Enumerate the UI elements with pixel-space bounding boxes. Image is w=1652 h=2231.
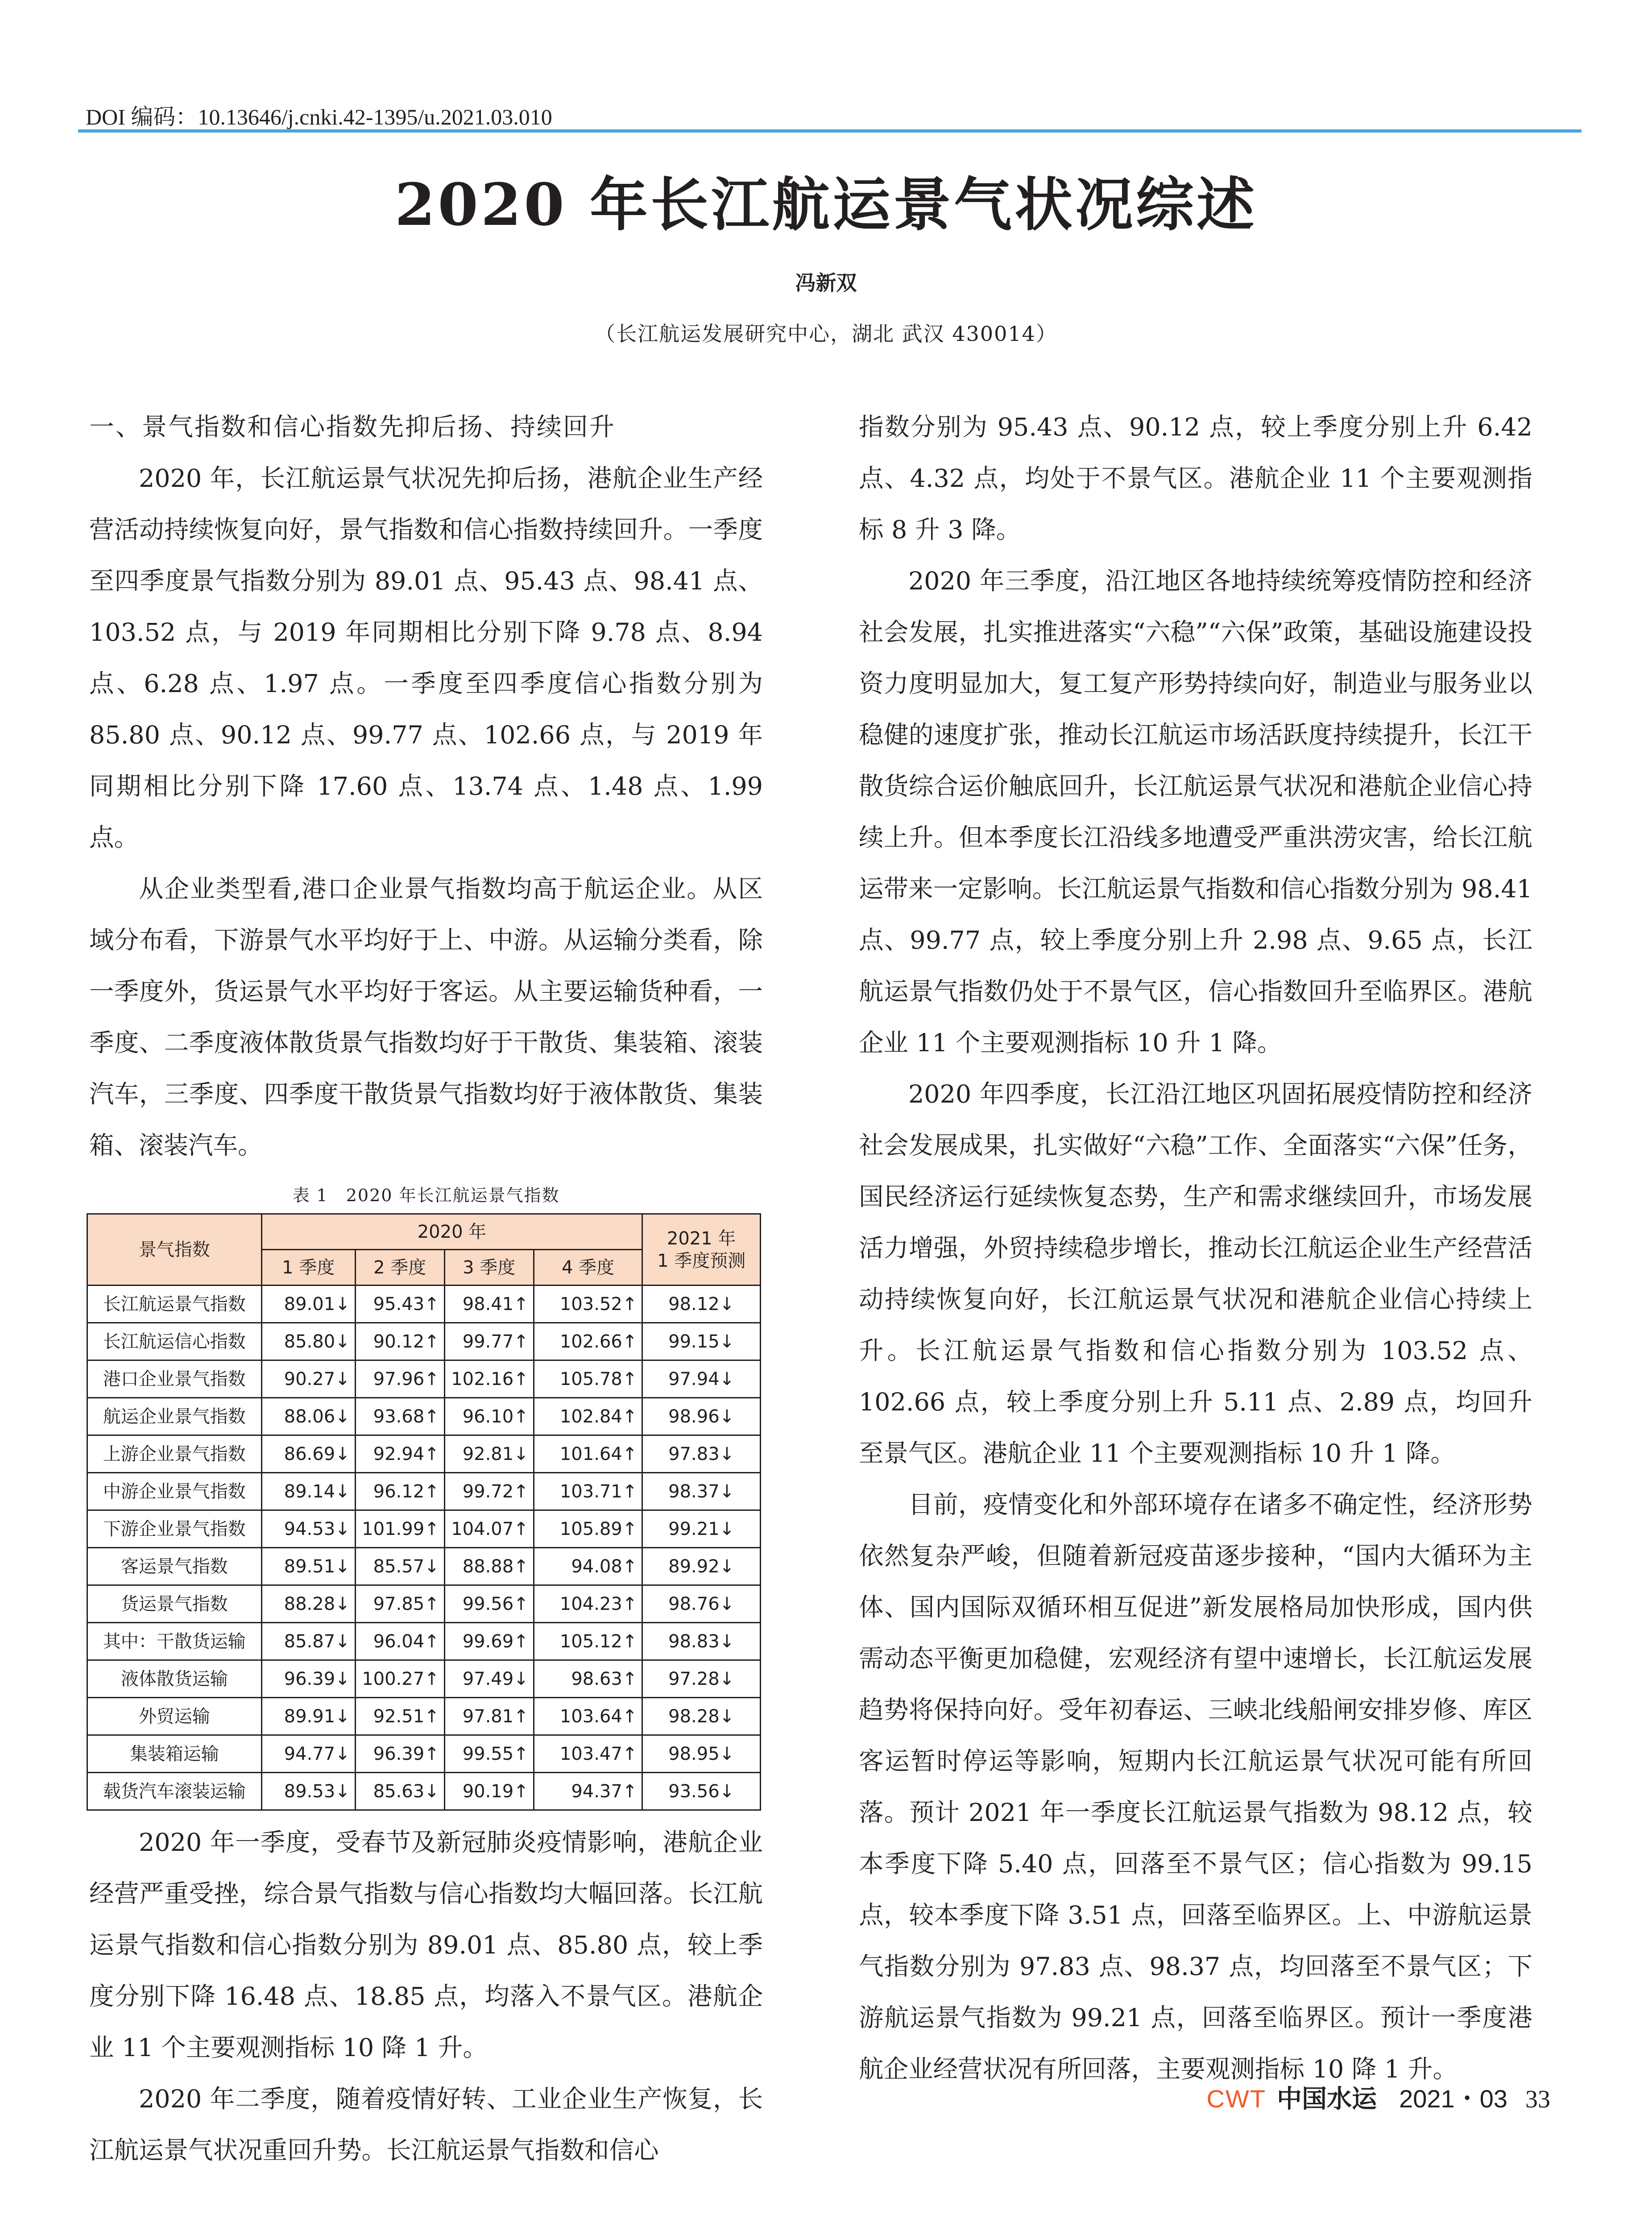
value-cell: 98.41↑ (444, 1286, 534, 1323)
value-cell: 99.56↑ (444, 1585, 534, 1623)
row-label: 其中：干散货运输 (87, 1623, 262, 1660)
value-cell: 89.91↓ (261, 1698, 355, 1735)
header-quarter: 2 季度 (355, 1250, 444, 1286)
value-cell: 94.37↑ (534, 1773, 642, 1810)
row-label: 货运景气指数 (87, 1585, 262, 1623)
value-cell: 85.63↓ (355, 1773, 444, 1810)
value-cell: 92.51↑ (355, 1698, 444, 1735)
paragraph-continuation: 指数分别为 95.43 点、90.12 点，较上季度分别上升 6.42 点、4.32 点，均处于不景气区。港航企业 11 个主要观测指标 8 升 3 降。 (859, 413, 1532, 544)
page-number: 33 (1525, 2086, 1550, 2113)
value-cell: 102.84↑ (534, 1398, 642, 1435)
paragraph: 2020 年四季度，长江沿江地区巩固拓展疫情防控和经济社会发展成果，扎实做好“六稳”工作、全面落实“六保”任务，国民经济运行延续恢复态势，生产和需求继续回升，市场发展活力增强，外贸持续稳步增长，推动长江航运企业生产经营活动持续恢复向好，长江航运景气状况和港航企业信心持续上升。长江航运景气指数和信心指数分别为 103.52 点、102.66 点，较上季度分别上升 5.11 点、2.89 点，均回升至景气区。港航企业 11 个主要观测指标 10 升 1 降。 (859, 1080, 1532, 1468)
header-rule (78, 129, 1582, 133)
page-footer (1207, 2079, 1550, 2115)
value-cell: 96.12↑ (355, 1473, 444, 1510)
table-row (87, 1473, 761, 1510)
issue-date: 2021・03 (1399, 2085, 1507, 2113)
affiliation: （长江航运发展研究中心，湖北 武汉 430014） (595, 322, 1057, 346)
value-cell: 93.68↑ (355, 1398, 444, 1435)
value-cell: 104.07↑ (444, 1510, 534, 1548)
value-cell: 90.27↓ (261, 1360, 355, 1398)
table-row (87, 1773, 761, 1810)
row-label: 载货汽车滚装运输 (87, 1773, 262, 1810)
header-quarter: 1 季度 (261, 1250, 355, 1286)
value-cell: 85.87↓ (261, 1623, 355, 1660)
forecast-cell: 93.56↓ (642, 1773, 761, 1810)
value-cell: 98.63↑ (534, 1660, 642, 1698)
journal-name: 中国水运 (1277, 2085, 1377, 2114)
value-cell: 97.49↓ (444, 1660, 534, 1698)
value-cell: 89.14↓ (261, 1473, 355, 1510)
forecast-cell: 98.76↓ (642, 1585, 761, 1623)
value-cell: 92.94↑ (355, 1435, 444, 1473)
index-table (87, 1213, 761, 1811)
forecast-cell: 98.95↓ (642, 1735, 761, 1773)
row-label: 中游企业景气指数 (87, 1473, 262, 1510)
header-quarter: 4 季度 (534, 1250, 642, 1286)
value-cell: 102.16↑ (444, 1360, 534, 1398)
row-label: 客运景气指数 (87, 1548, 262, 1585)
row-label: 外贸运输 (87, 1698, 262, 1735)
value-cell: 103.64↑ (534, 1698, 642, 1735)
forecast-cell: 99.21↓ (642, 1510, 761, 1548)
value-cell: 97.81↑ (444, 1698, 534, 1735)
value-cell: 88.88↑ (444, 1548, 534, 1585)
journal-brand: CWT (1206, 2085, 1267, 2113)
paragraph: 2020 年，长江航运景气状况先抑后扬，港航企业生产经营活动持续恢复向好，景气指数和信心指数持续回升。一季度至四季度景气指数分别为 89.01 点、95.43 点、98.41 点、103.52 点，与 2019 年同期相比分别下降 9.78 点、8.94 点、6.28 点、1.97 点。一季度至四季度信心指数分别为 85.80 点、90.12 点、99.77 点、102.66 点，与 2019 年同期相比分别下降 17.60 点、13.74 点、1.48 点、1.99 点。 (89, 464, 763, 852)
forecast-cell: 98.12↓ (642, 1286, 761, 1323)
row-label: 长江航运景气指数 (87, 1286, 262, 1323)
row-label: 上游企业景气指数 (87, 1435, 262, 1473)
value-cell: 96.10↑ (444, 1398, 534, 1435)
section-heading: 一、景气指数和信心指数先抑后扬、持续回升 (89, 413, 616, 442)
paragraph: 从企业类型看,港口企业景气指数均高于航运企业。从区域分布看，下游景气水平均好于上、中游。从运输分类看，除一季度外，货运景气水平均好于客运。从主要运输货种看，一季度、二季度液体散货景气指数均好于干散货、集装箱、滚装汽车，三季度、四季度干散货景气指数均好于液体散货、集装箱、滚装汽车。 (89, 875, 763, 1160)
value-cell: 92.81↓ (444, 1435, 534, 1473)
value-cell: 99.55↑ (444, 1735, 534, 1773)
left-column (89, 402, 763, 2176)
value-cell: 103.52↑ (534, 1286, 642, 1323)
header-quarter: 3 季度 (444, 1250, 534, 1286)
header-year: 2020 年 (261, 1214, 642, 1250)
table-row (87, 1360, 761, 1398)
table-row (87, 1660, 761, 1698)
value-cell: 90.12↑ (355, 1323, 444, 1360)
value-cell: 89.53↓ (261, 1773, 355, 1810)
row-label: 长江航运信心指数 (87, 1323, 262, 1360)
forecast-cell: 97.28↓ (642, 1660, 761, 1698)
table-row (87, 1698, 761, 1735)
table-row (87, 1585, 761, 1623)
value-cell: 85.80↓ (261, 1323, 355, 1360)
value-cell: 101.99↑ (355, 1510, 444, 1548)
value-cell: 95.43↑ (355, 1286, 444, 1323)
value-cell: 99.72↑ (444, 1473, 534, 1510)
paragraph: 目前，疫情变化和外部环境存在诸多不确定性，经济形势依然复杂严峻，但随着新冠疫苗逐步接种，“国内大循环为主体、国内国际双循环相互促进”新发展格局加快形成，国内供需动态平衡更加稳健，宏观经济有望中速增长，长江航运发展趋势将保持向好。受年初春运、三峡北线船闸安排岁修、库区客运暂时停运等影响，短期内长江航运景气状况可能有所回落。预计 2021 年一季度长江航运景气指数为 98.12 点，较本季度下降 5.40 点，回落至不景气区；信心指数为 99.15 点，较本季度下降 3.51 点，回落至临界区。上、中游航运景气指数分别为 97.83 点、98.37 点，均回落至不景气区；下游航运景气指数为 99.21 点，回落至临界区。预计一季度港航企业经营状况有所回落，主要观测指标 10 降 1 升。 (859, 1490, 1532, 2084)
forecast-cell: 98.96↓ (642, 1398, 761, 1435)
row-label: 港口企业景气指数 (87, 1360, 262, 1398)
value-cell: 103.47↑ (534, 1735, 642, 1773)
value-cell: 105.89↑ (534, 1510, 642, 1548)
value-cell: 96.39↓ (261, 1660, 355, 1698)
table-row (87, 1548, 761, 1585)
value-cell: 85.57↓ (355, 1548, 444, 1585)
paragraph: 2020 年三季度，沿江地区各地持续统筹疫情防控和经济社会发展，扎实推进落实“六稳”“六保”政策，基础设施建设投资力度明显加大，复工复产形势持续向好，制造业与服务业以稳健的速度扩张，推动长江航运市场活跃度持续提升，长江干散货综合运价触底回升，长江航运景气状况和港航企业信心持续上升。但本季度长江沿线多地遭受严重洪涝灾害，给长江航运带来一定影响。长江航运景气指数和信心指数分别为 98.41 点、99.77 点，较上季度分别上升 2.98 点、9.65 点，长江航运景气指数仍处于不景气区，信心指数回升至临界区。港航企业 11 个主要观测指标 10 升 1 降。 (859, 567, 1532, 1057)
value-cell: 96.04↑ (355, 1623, 444, 1660)
table-row (87, 1510, 761, 1548)
value-cell: 97.85↑ (355, 1585, 444, 1623)
value-cell: 105.78↑ (534, 1360, 642, 1398)
forecast-cell: 98.37↓ (642, 1473, 761, 1510)
value-cell: 102.66↑ (534, 1323, 642, 1360)
table-row (87, 1735, 761, 1773)
table-row (87, 1286, 761, 1323)
article-title: 2020 年长江航运景气状况综述 (394, 170, 1258, 239)
header-forecast: 2021 年 1 季度预测 (642, 1214, 761, 1286)
value-cell: 94.53↓ (261, 1510, 355, 1548)
value-cell: 88.28↓ (261, 1585, 355, 1623)
row-label: 液体散货运输 (87, 1660, 262, 1698)
value-cell: 94.08↑ (534, 1548, 642, 1585)
value-cell: 101.64↑ (534, 1435, 642, 1473)
table-caption: 表 1 2020 年长江航运景气指数 (292, 1186, 560, 1205)
row-label: 航运企业景气指数 (87, 1398, 262, 1435)
table-row (87, 1623, 761, 1660)
value-cell: 96.39↑ (355, 1735, 444, 1773)
table-row (87, 1323, 761, 1360)
value-cell: 103.71↑ (534, 1473, 642, 1510)
value-cell: 104.23↑ (534, 1585, 642, 1623)
paragraph: 2020 年二季度，随着疫情好转、工业企业生产恢复，长江航运景气状况重回升势。长江航运景气指数和信心 (89, 2085, 763, 2165)
value-cell: 105.12↑ (534, 1623, 642, 1660)
forecast-cell: 99.15↓ (642, 1323, 761, 1360)
value-cell: 88.06↓ (261, 1398, 355, 1435)
forecast-cell: 97.94↓ (642, 1360, 761, 1398)
forecast-cell: 98.83↓ (642, 1623, 761, 1660)
right-column (859, 402, 1532, 2095)
doi-line: DOI 编码：10.13646/j.cnki.42-1395/u.2021.03.010 (86, 104, 552, 129)
value-cell: 100.27↑ (355, 1660, 444, 1698)
value-cell: 97.96↑ (355, 1360, 444, 1398)
forecast-cell: 89.92↓ (642, 1548, 761, 1585)
value-cell: 99.77↑ (444, 1323, 534, 1360)
author: 冯新双 (795, 271, 857, 295)
value-cell: 94.77↓ (261, 1735, 355, 1773)
row-label: 下游企业景气指数 (87, 1510, 262, 1548)
forecast-cell: 97.83↓ (642, 1435, 761, 1473)
paragraph: 2020 年一季度，受春节及新冠肺炎疫情影响，港航企业经营严重受挫，综合景气指数与信心指数均大幅回落。长江航运景气指数和信心指数分别为 89.01 点、85.80 点，较上季度分别下降 16.48 点、18.85 点，均落入不景气区。港航企业 11 个主要观测指标 10 降 1 升。 (89, 1828, 763, 2062)
value-cell: 86.69↓ (261, 1435, 355, 1473)
table-row (87, 1398, 761, 1435)
value-cell: 89.51↓ (261, 1548, 355, 1585)
value-cell: 99.69↑ (444, 1623, 534, 1660)
table-row (87, 1435, 761, 1473)
forecast-cell: 98.28↓ (642, 1698, 761, 1735)
value-cell: 89.01↓ (261, 1286, 355, 1323)
header-label: 景气指数 (87, 1214, 262, 1286)
row-label: 集装箱运输 (87, 1735, 262, 1773)
value-cell: 90.19↑ (444, 1773, 534, 1810)
